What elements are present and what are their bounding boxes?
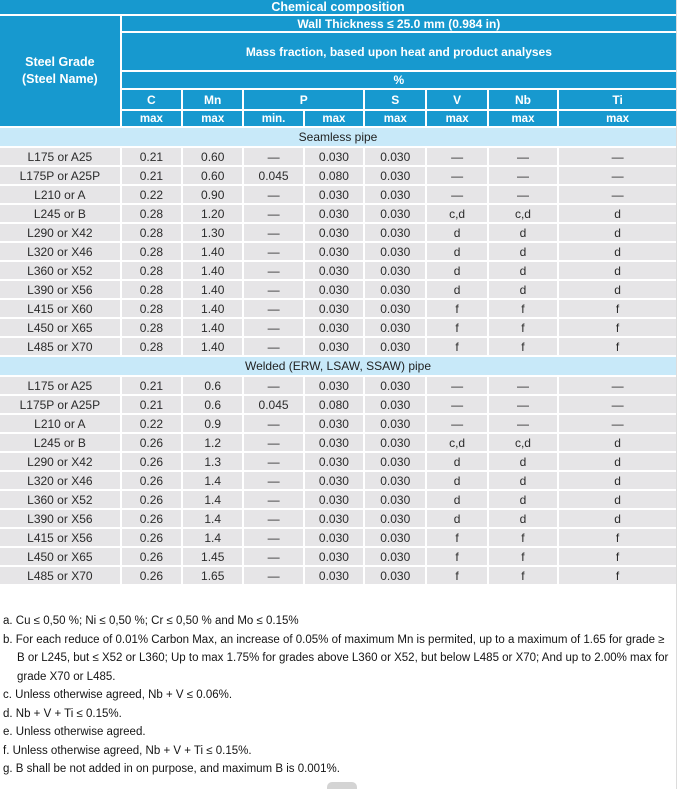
section-band-label: Seamless pipe — [0, 128, 676, 146]
value-cell: f — [559, 529, 676, 546]
value-cell: f — [427, 548, 486, 565]
value-cell: f — [427, 529, 486, 546]
value-cell: 1.30 — [183, 224, 242, 241]
value-cell: d — [559, 205, 676, 222]
steel-grade-cell: L290 or X42 — [0, 453, 120, 470]
steel-grade-cell: L175P or A25P — [0, 396, 120, 413]
footnote-d: d. Nb + V + Ti ≤ 0.15%. — [3, 707, 122, 720]
value-cell: 1.4 — [183, 510, 242, 527]
value-cell: 0.030 — [365, 548, 425, 565]
value-cell: 0.030 — [305, 243, 363, 260]
table-row — [0, 205, 676, 222]
section-band-row — [0, 357, 676, 375]
value-cell: 1.2 — [183, 434, 242, 451]
table-row — [0, 338, 676, 355]
steel-grade-cell: L390 or X56 — [0, 510, 120, 527]
footnote-b: b. For each reduce of 0.01% Carbon Max, an increase of 0.05% of maximum Mn is permited, up to a maximum of 1.65 for grade ≥ B or L245, but ≤ X52 or L360; Up to max 1.75% for grades above L360 or X52, but below L485 or X70; And up to 2.00% max for grade X70 or L485. — [3, 633, 669, 683]
table-row — [0, 415, 676, 432]
value-cell: — — [244, 453, 302, 470]
value-cell: 0.030 — [305, 491, 363, 508]
value-cell: c,d — [427, 205, 486, 222]
value-cell: — — [244, 434, 302, 451]
page-edge-line — [676, 0, 677, 789]
value-cell: d — [559, 434, 676, 451]
table-row — [0, 472, 676, 489]
table-row — [0, 453, 676, 470]
value-cell: 0.28 — [122, 224, 181, 241]
table-row — [0, 377, 676, 394]
table-row — [0, 167, 676, 184]
table-body — [0, 128, 676, 584]
steel-grade-cell: L415 or X56 — [0, 529, 120, 546]
value-cell: f — [489, 319, 557, 336]
value-cell: — — [427, 148, 486, 165]
value-cell: c,d — [427, 434, 486, 451]
value-cell: — — [489, 186, 557, 203]
value-cell: 0.030 — [305, 319, 363, 336]
value-cell: f — [559, 319, 676, 336]
table-row — [0, 262, 676, 279]
table-header — [0, 0, 676, 126]
value-cell: 0.030 — [365, 167, 425, 184]
value-cell: 0.28 — [122, 338, 181, 355]
value-cell: 0.030 — [365, 243, 425, 260]
value-cell: 0.21 — [122, 396, 181, 413]
element-header-c: C — [122, 90, 181, 109]
table-row — [0, 529, 676, 546]
wall-thickness-header: Wall Thickness ≤ 25.0 mm (0.984 in) — [122, 16, 676, 31]
value-cell: — — [559, 415, 676, 432]
element-header-nb: Nb — [489, 90, 557, 109]
limit-header: max — [427, 111, 486, 126]
value-cell: f — [489, 529, 557, 546]
value-cell: 1.65 — [183, 567, 242, 584]
value-cell: 0.080 — [305, 396, 363, 413]
steel-grade-cell: L360 or X52 — [0, 491, 120, 508]
value-cell: c,d — [489, 205, 557, 222]
value-cell: d — [559, 510, 676, 527]
footnotes — [3, 612, 673, 779]
limit-header: max — [365, 111, 425, 126]
table-title: Chemical composition — [0, 0, 676, 14]
value-cell: — — [244, 377, 302, 394]
value-cell: — — [244, 472, 302, 489]
value-cell: 0.030 — [305, 529, 363, 546]
value-cell: — — [427, 167, 486, 184]
value-cell: c,d — [489, 434, 557, 451]
value-cell: 0.030 — [305, 434, 363, 451]
steel-grade-cell: L245 or B — [0, 434, 120, 451]
value-cell: 0.26 — [122, 567, 181, 584]
value-cell: 1.4 — [183, 529, 242, 546]
value-cell: 1.3 — [183, 453, 242, 470]
value-cell: d — [427, 281, 486, 298]
value-cell: 0.26 — [122, 434, 181, 451]
value-cell: d — [559, 472, 676, 489]
value-cell: f — [489, 338, 557, 355]
steel-grade-cell: L210 or A — [0, 415, 120, 432]
value-cell: 0.90 — [183, 186, 242, 203]
value-cell: 0.030 — [305, 186, 363, 203]
value-cell: 0.030 — [305, 510, 363, 527]
value-cell: d — [559, 224, 676, 241]
table-row — [0, 396, 676, 413]
value-cell: d — [427, 243, 486, 260]
bottom-partial-element — [327, 782, 357, 789]
percent-header: % — [122, 72, 676, 88]
steel-grade-cell: L360 or X52 — [0, 262, 120, 279]
value-cell: — — [559, 377, 676, 394]
value-cell: 0.26 — [122, 548, 181, 565]
value-cell: — — [559, 396, 676, 413]
value-cell: f — [559, 567, 676, 584]
element-header-ti: Ti — [559, 90, 676, 109]
steel-grade-cell: L175P or A25P — [0, 167, 120, 184]
value-cell: 0.21 — [122, 167, 181, 184]
value-cell: f — [559, 300, 676, 317]
table-row — [0, 148, 676, 165]
value-cell: 0.080 — [305, 167, 363, 184]
value-cell: 0.030 — [365, 434, 425, 451]
steel-grade-cell: L175 or A25 — [0, 377, 120, 394]
value-cell: f — [559, 548, 676, 565]
footnote-g: g. B shall be not added in on purpose, and maximum B is 0.001%. — [3, 763, 340, 775]
value-cell: 1.4 — [183, 472, 242, 489]
value-cell: d — [427, 224, 486, 241]
value-cell: 0.22 — [122, 186, 181, 203]
value-cell: 0.030 — [305, 377, 363, 394]
value-cell: — — [244, 510, 302, 527]
steel-grade-cell: L450 or X65 — [0, 548, 120, 565]
value-cell: d — [559, 453, 676, 470]
value-cell: 0.6 — [183, 377, 242, 394]
value-cell: 0.26 — [122, 453, 181, 470]
value-cell: 0.030 — [305, 472, 363, 489]
value-cell: 0.030 — [365, 319, 425, 336]
value-cell: 0.26 — [122, 472, 181, 489]
element-header-s: S — [365, 90, 425, 109]
element-header-mn: Mn — [183, 90, 242, 109]
value-cell: d — [489, 453, 557, 470]
value-cell: — — [427, 186, 486, 203]
value-cell: 1.40 — [183, 243, 242, 260]
footnote-e: e. Unless otherwise agreed. — [3, 726, 146, 738]
value-cell: 0.030 — [365, 453, 425, 470]
value-cell: — — [244, 186, 302, 203]
value-cell: f — [489, 567, 557, 584]
value-cell: 0.60 — [183, 148, 242, 165]
value-cell: — — [489, 396, 557, 413]
value-cell: 0.030 — [365, 262, 425, 279]
value-cell: — — [559, 148, 676, 165]
value-cell: — — [427, 377, 486, 394]
footnote-c: c. Unless otherwise agreed, Nb + V ≤ 0.06%. — [3, 689, 233, 701]
table-row — [0, 434, 676, 451]
limit-header: max — [489, 111, 557, 126]
value-cell: d — [489, 224, 557, 241]
table-row — [0, 224, 676, 241]
steel-grade-cell: L320 or X46 — [0, 243, 120, 260]
value-cell: 0.030 — [305, 453, 363, 470]
value-cell: 0.28 — [122, 281, 181, 298]
value-cell: 0.28 — [122, 300, 181, 317]
value-cell: d — [559, 491, 676, 508]
value-cell: 0.030 — [305, 415, 363, 432]
value-cell: 0.030 — [305, 148, 363, 165]
value-cell: 0.030 — [365, 281, 425, 298]
value-cell: — — [244, 529, 302, 546]
value-cell: 0.030 — [365, 567, 425, 584]
value-cell: 0.030 — [305, 338, 363, 355]
value-cell: 0.030 — [305, 205, 363, 222]
limit-header: max — [122, 111, 181, 126]
value-cell: f — [489, 300, 557, 317]
value-cell: d — [427, 453, 486, 470]
value-cell: 0.030 — [365, 338, 425, 355]
value-cell: 0.26 — [122, 529, 181, 546]
mass-fraction-header: Mass fraction, based upon heat and product analyses — [122, 33, 676, 70]
table-row — [0, 491, 676, 508]
value-cell: 1.4 — [183, 491, 242, 508]
value-cell: — — [489, 148, 557, 165]
value-cell: — — [244, 491, 302, 508]
value-cell: — — [244, 338, 302, 355]
value-cell: 0.030 — [365, 224, 425, 241]
steel-grade-cell: L450 or X65 — [0, 319, 120, 336]
steel-grade-header-line1: Steel Grade — [25, 54, 95, 69]
value-cell: — — [489, 167, 557, 184]
table-row — [0, 548, 676, 565]
value-cell: 0.030 — [365, 415, 425, 432]
value-cell: 1.40 — [183, 319, 242, 336]
value-cell: 0.030 — [305, 281, 363, 298]
value-cell: f — [427, 319, 486, 336]
value-cell: — — [244, 281, 302, 298]
element-header-v: V — [427, 90, 486, 109]
value-cell: — — [244, 148, 302, 165]
value-cell: — — [427, 396, 486, 413]
value-cell: d — [559, 281, 676, 298]
value-cell: f — [427, 338, 486, 355]
value-cell: d — [489, 262, 557, 279]
value-cell: d — [489, 243, 557, 260]
value-cell: 0.28 — [122, 205, 181, 222]
value-cell: f — [427, 567, 486, 584]
steel-grade-cell: L485 or X70 — [0, 567, 120, 584]
value-cell: 0.030 — [365, 205, 425, 222]
limit-header: max — [559, 111, 676, 126]
value-cell: d — [489, 491, 557, 508]
value-cell: — — [244, 262, 302, 279]
value-cell: 0.030 — [365, 491, 425, 508]
value-cell: f — [489, 548, 557, 565]
table-row — [0, 567, 676, 584]
steel-grade-header — [0, 16, 120, 126]
value-cell: 0.030 — [365, 472, 425, 489]
limit-header: max — [305, 111, 363, 126]
value-cell: — — [244, 224, 302, 241]
value-cell: f — [427, 300, 486, 317]
value-cell: 0.030 — [365, 510, 425, 527]
value-cell: 0.030 — [365, 148, 425, 165]
value-cell: — — [244, 300, 302, 317]
value-cell: 0.22 — [122, 415, 181, 432]
value-cell: — — [559, 186, 676, 203]
value-cell: 0.030 — [305, 567, 363, 584]
table-row — [0, 300, 676, 317]
steel-grade-cell: L245 or B — [0, 205, 120, 222]
value-cell: — — [244, 243, 302, 260]
footnote-f: f. Unless otherwise agreed, Nb + V + Ti ≤ 0.15%. — [3, 744, 252, 757]
steel-grade-cell: L415 or X60 — [0, 300, 120, 317]
table-row — [0, 510, 676, 527]
value-cell: 0.045 — [244, 396, 302, 413]
value-cell: d — [559, 262, 676, 279]
value-cell: 0.030 — [365, 529, 425, 546]
value-cell: 0.21 — [122, 377, 181, 394]
value-cell: 0.21 — [122, 148, 181, 165]
value-cell: 0.28 — [122, 243, 181, 260]
value-cell: 0.28 — [122, 319, 181, 336]
value-cell: — — [244, 205, 302, 222]
value-cell: 0.030 — [365, 186, 425, 203]
value-cell: 1.40 — [183, 338, 242, 355]
value-cell: 0.030 — [305, 224, 363, 241]
value-cell: 1.20 — [183, 205, 242, 222]
value-cell: 0.030 — [365, 300, 425, 317]
value-cell: 1.40 — [183, 281, 242, 298]
steel-grade-cell: L290 or X42 — [0, 224, 120, 241]
value-cell: 0.045 — [244, 167, 302, 184]
value-cell: 0.030 — [305, 300, 363, 317]
section-band-label: Welded (ERW, LSAW, SSAW) pipe — [0, 357, 676, 375]
steel-grade-header-line2: (Steel Name) — [21, 72, 98, 86]
value-cell: d — [489, 472, 557, 489]
footnote-a: a. Cu ≤ 0,50 %; Ni ≤ 0,50 %; Cr ≤ 0,50 % and Mo ≤ 0.15% — [3, 615, 299, 627]
value-cell: d — [427, 262, 486, 279]
value-cell: 0.28 — [122, 262, 181, 279]
value-cell: d — [427, 510, 486, 527]
value-cell: d — [427, 491, 486, 508]
value-cell: 0.030 — [305, 262, 363, 279]
value-cell: 0.030 — [365, 396, 425, 413]
steel-grade-cell: L320 or X46 — [0, 472, 120, 489]
steel-grade-cell: L390 or X56 — [0, 281, 120, 298]
value-cell: 1.45 — [183, 548, 242, 565]
value-cell: 1.40 — [183, 262, 242, 279]
value-cell: 0.030 — [365, 377, 425, 394]
table-row — [0, 243, 676, 260]
value-cell: 0.26 — [122, 491, 181, 508]
value-cell: — — [244, 548, 302, 565]
limit-header: max — [183, 111, 242, 126]
value-cell: d — [489, 281, 557, 298]
value-cell: 0.26 — [122, 510, 181, 527]
value-cell: — — [244, 415, 302, 432]
value-cell: 1.40 — [183, 300, 242, 317]
steel-grade-cell: L210 or A — [0, 186, 120, 203]
section-band-row — [0, 128, 676, 146]
table-row — [0, 186, 676, 203]
value-cell: d — [427, 472, 486, 489]
limit-header: min. — [244, 111, 302, 126]
value-cell: d — [559, 243, 676, 260]
value-cell: f — [559, 338, 676, 355]
value-cell: — — [489, 415, 557, 432]
value-cell: d — [489, 510, 557, 527]
table-row — [0, 281, 676, 298]
value-cell: — — [427, 415, 486, 432]
value-cell: — — [489, 377, 557, 394]
table-row — [0, 319, 676, 336]
value-cell: — — [244, 319, 302, 336]
steel-grade-cell: L175 or A25 — [0, 148, 120, 165]
value-cell: 0.9 — [183, 415, 242, 432]
value-cell: 0.60 — [183, 167, 242, 184]
element-header-p: P — [244, 90, 363, 109]
value-cell: — — [244, 567, 302, 584]
value-cell: 0.6 — [183, 396, 242, 413]
value-cell: 0.030 — [305, 548, 363, 565]
steel-grade-cell: L485 or X70 — [0, 338, 120, 355]
value-cell: — — [559, 167, 676, 184]
